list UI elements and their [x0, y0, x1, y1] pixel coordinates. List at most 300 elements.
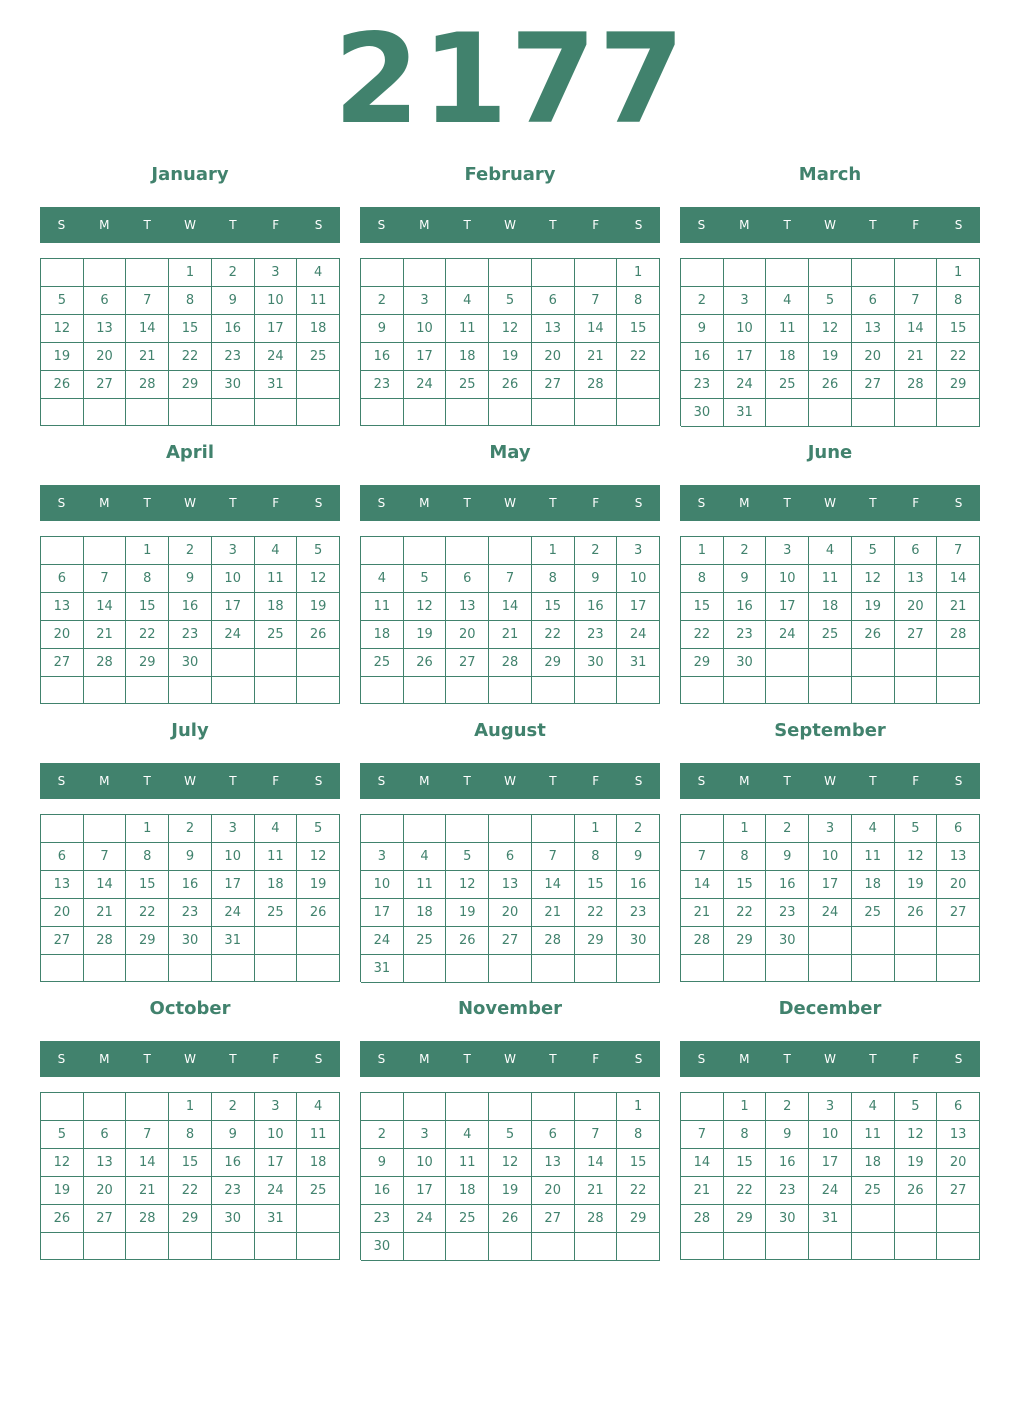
- day-cell[interactable]: 17: [724, 343, 767, 371]
- day-cell[interactable]: 9: [575, 565, 618, 593]
- day-cell[interactable]: [681, 1093, 724, 1121]
- day-cell[interactable]: 21: [575, 343, 618, 371]
- day-cell[interactable]: [126, 1233, 169, 1260]
- day-cell[interactable]: 17: [212, 593, 255, 621]
- day-cell[interactable]: [404, 259, 447, 287]
- day-cell[interactable]: 19: [297, 871, 340, 899]
- day-cell[interactable]: 16: [169, 871, 212, 899]
- day-cell[interactable]: 4: [446, 1121, 489, 1149]
- day-cell[interactable]: 3: [255, 259, 298, 287]
- day-cell[interactable]: 28: [575, 371, 618, 399]
- day-cell[interactable]: [937, 677, 980, 704]
- day-cell[interactable]: [724, 1233, 767, 1260]
- day-cell[interactable]: 12: [895, 843, 938, 871]
- day-cell[interactable]: [766, 649, 809, 677]
- day-cell[interactable]: 27: [84, 1205, 127, 1233]
- day-cell[interactable]: 29: [126, 649, 169, 677]
- day-cell[interactable]: 15: [937, 315, 980, 343]
- day-cell[interactable]: 17: [255, 315, 298, 343]
- day-cell[interactable]: [489, 537, 532, 565]
- day-cell[interactable]: 14: [575, 1149, 618, 1177]
- day-cell[interactable]: 7: [489, 565, 532, 593]
- day-cell[interactable]: 1: [169, 259, 212, 287]
- day-cell[interactable]: [852, 1205, 895, 1233]
- day-cell[interactable]: [724, 955, 767, 982]
- day-cell[interactable]: 22: [169, 343, 212, 371]
- day-cell[interactable]: 18: [446, 343, 489, 371]
- day-cell[interactable]: [809, 927, 852, 955]
- day-cell[interactable]: [255, 399, 298, 426]
- day-cell[interactable]: 18: [297, 1149, 340, 1177]
- day-cell[interactable]: 2: [575, 537, 618, 565]
- day-cell[interactable]: 25: [809, 621, 852, 649]
- day-cell[interactable]: 17: [809, 871, 852, 899]
- day-cell[interactable]: [489, 955, 532, 983]
- day-cell[interactable]: [937, 1205, 980, 1233]
- day-cell[interactable]: 9: [212, 287, 255, 315]
- day-cell[interactable]: [212, 677, 255, 704]
- day-cell[interactable]: 13: [489, 871, 532, 899]
- day-cell[interactable]: [446, 1233, 489, 1261]
- day-cell[interactable]: 10: [361, 871, 404, 899]
- day-cell[interactable]: [809, 649, 852, 677]
- day-cell[interactable]: 18: [809, 593, 852, 621]
- day-cell[interactable]: 8: [126, 565, 169, 593]
- day-cell[interactable]: [617, 677, 660, 704]
- day-cell[interactable]: 5: [852, 537, 895, 565]
- day-cell[interactable]: 17: [766, 593, 809, 621]
- day-cell[interactable]: 19: [809, 343, 852, 371]
- day-cell[interactable]: [41, 399, 84, 426]
- day-cell[interactable]: 6: [532, 287, 575, 315]
- day-cell[interactable]: [532, 677, 575, 704]
- day-cell[interactable]: 22: [681, 621, 724, 649]
- day-cell[interactable]: 5: [297, 815, 340, 843]
- day-cell[interactable]: [895, 927, 938, 955]
- day-cell[interactable]: 19: [446, 899, 489, 927]
- day-cell[interactable]: 28: [681, 927, 724, 955]
- day-cell[interactable]: 5: [41, 287, 84, 315]
- day-cell[interactable]: [852, 927, 895, 955]
- day-cell[interactable]: 20: [84, 1177, 127, 1205]
- day-cell[interactable]: [489, 815, 532, 843]
- day-cell[interactable]: 28: [937, 621, 980, 649]
- day-cell[interactable]: 6: [937, 815, 980, 843]
- day-cell[interactable]: 27: [937, 899, 980, 927]
- day-cell[interactable]: 9: [766, 843, 809, 871]
- day-cell[interactable]: 12: [895, 1121, 938, 1149]
- day-cell[interactable]: 18: [404, 899, 447, 927]
- day-cell[interactable]: 25: [852, 899, 895, 927]
- day-cell[interactable]: 18: [852, 1149, 895, 1177]
- day-cell[interactable]: 1: [681, 537, 724, 565]
- day-cell[interactable]: [852, 1233, 895, 1260]
- day-cell[interactable]: 16: [361, 343, 404, 371]
- day-cell[interactable]: 23: [169, 899, 212, 927]
- day-cell[interactable]: 26: [297, 899, 340, 927]
- day-cell[interactable]: 8: [169, 1121, 212, 1149]
- day-cell[interactable]: [41, 259, 84, 287]
- day-cell[interactable]: 26: [446, 927, 489, 955]
- day-cell[interactable]: 29: [126, 927, 169, 955]
- day-cell[interactable]: 12: [297, 843, 340, 871]
- day-cell[interactable]: [126, 1093, 169, 1121]
- day-cell[interactable]: 3: [766, 537, 809, 565]
- day-cell[interactable]: 12: [404, 593, 447, 621]
- day-cell[interactable]: 29: [724, 927, 767, 955]
- day-cell[interactable]: 24: [809, 1177, 852, 1205]
- day-cell[interactable]: [895, 955, 938, 982]
- day-cell[interactable]: 30: [766, 927, 809, 955]
- day-cell[interactable]: 29: [681, 649, 724, 677]
- day-cell[interactable]: 10: [809, 843, 852, 871]
- day-cell[interactable]: 24: [361, 927, 404, 955]
- day-cell[interactable]: 22: [126, 621, 169, 649]
- day-cell[interactable]: [617, 371, 660, 399]
- day-cell[interactable]: 5: [895, 815, 938, 843]
- day-cell[interactable]: [212, 1233, 255, 1260]
- day-cell[interactable]: [809, 399, 852, 427]
- day-cell[interactable]: 7: [84, 565, 127, 593]
- day-cell[interactable]: 21: [937, 593, 980, 621]
- day-cell[interactable]: 23: [575, 621, 618, 649]
- day-cell[interactable]: [937, 1233, 980, 1260]
- day-cell[interactable]: 16: [724, 593, 767, 621]
- day-cell[interactable]: 14: [895, 315, 938, 343]
- day-cell[interactable]: 4: [361, 565, 404, 593]
- day-cell[interactable]: 11: [809, 565, 852, 593]
- day-cell[interactable]: 23: [724, 621, 767, 649]
- day-cell[interactable]: 15: [169, 315, 212, 343]
- day-cell[interactable]: [255, 1233, 298, 1260]
- day-cell[interactable]: 7: [126, 1121, 169, 1149]
- day-cell[interactable]: 10: [404, 1149, 447, 1177]
- day-cell[interactable]: 19: [489, 343, 532, 371]
- day-cell[interactable]: 30: [212, 1205, 255, 1233]
- day-cell[interactable]: 16: [212, 315, 255, 343]
- day-cell[interactable]: 3: [617, 537, 660, 565]
- day-cell[interactable]: [84, 815, 127, 843]
- day-cell[interactable]: [297, 677, 340, 704]
- day-cell[interactable]: 9: [681, 315, 724, 343]
- day-cell[interactable]: 23: [766, 899, 809, 927]
- day-cell[interactable]: 2: [361, 287, 404, 315]
- day-cell[interactable]: 9: [766, 1121, 809, 1149]
- day-cell[interactable]: 20: [937, 871, 980, 899]
- day-cell[interactable]: 21: [489, 621, 532, 649]
- day-cell[interactable]: [361, 1093, 404, 1121]
- day-cell[interactable]: 4: [809, 537, 852, 565]
- day-cell[interactable]: [169, 677, 212, 704]
- day-cell[interactable]: 26: [489, 371, 532, 399]
- day-cell[interactable]: 13: [41, 871, 84, 899]
- day-cell[interactable]: [681, 815, 724, 843]
- day-cell[interactable]: 10: [724, 315, 767, 343]
- day-cell[interactable]: 15: [724, 871, 767, 899]
- day-cell[interactable]: 2: [766, 1093, 809, 1121]
- day-cell[interactable]: 24: [617, 621, 660, 649]
- day-cell[interactable]: 30: [169, 649, 212, 677]
- day-cell[interactable]: 18: [297, 315, 340, 343]
- day-cell[interactable]: [297, 927, 340, 955]
- day-cell[interactable]: 9: [169, 843, 212, 871]
- day-cell[interactable]: [446, 399, 489, 426]
- day-cell[interactable]: [895, 1205, 938, 1233]
- day-cell[interactable]: 3: [212, 815, 255, 843]
- day-cell[interactable]: 2: [361, 1121, 404, 1149]
- day-cell[interactable]: [852, 399, 895, 427]
- day-cell[interactable]: 9: [361, 1149, 404, 1177]
- day-cell[interactable]: 17: [617, 593, 660, 621]
- day-cell[interactable]: 6: [532, 1121, 575, 1149]
- day-cell[interactable]: 26: [41, 1205, 84, 1233]
- day-cell[interactable]: [532, 1093, 575, 1121]
- day-cell[interactable]: [126, 955, 169, 982]
- day-cell[interactable]: [809, 259, 852, 287]
- day-cell[interactable]: 30: [169, 927, 212, 955]
- day-cell[interactable]: 14: [681, 1149, 724, 1177]
- day-cell[interactable]: 4: [255, 815, 298, 843]
- day-cell[interactable]: 8: [724, 843, 767, 871]
- day-cell[interactable]: 20: [489, 899, 532, 927]
- day-cell[interactable]: 11: [446, 315, 489, 343]
- day-cell[interactable]: 19: [895, 871, 938, 899]
- day-cell[interactable]: 5: [41, 1121, 84, 1149]
- day-cell[interactable]: 16: [681, 343, 724, 371]
- day-cell[interactable]: [297, 1233, 340, 1260]
- day-cell[interactable]: [297, 955, 340, 982]
- day-cell[interactable]: [532, 259, 575, 287]
- day-cell[interactable]: 7: [895, 287, 938, 315]
- day-cell[interactable]: 11: [852, 1121, 895, 1149]
- day-cell[interactable]: 23: [169, 621, 212, 649]
- day-cell[interactable]: 19: [41, 343, 84, 371]
- day-cell[interactable]: 27: [532, 1205, 575, 1233]
- day-cell[interactable]: 9: [617, 843, 660, 871]
- day-cell[interactable]: 3: [404, 1121, 447, 1149]
- day-cell[interactable]: [361, 815, 404, 843]
- day-cell[interactable]: [404, 1093, 447, 1121]
- day-cell[interactable]: 6: [41, 565, 84, 593]
- day-cell[interactable]: 30: [681, 399, 724, 427]
- day-cell[interactable]: [212, 649, 255, 677]
- day-cell[interactable]: 4: [404, 843, 447, 871]
- day-cell[interactable]: [852, 955, 895, 982]
- day-cell[interactable]: 20: [532, 1177, 575, 1205]
- day-cell[interactable]: [84, 1233, 127, 1260]
- day-cell[interactable]: 26: [895, 1177, 938, 1205]
- day-cell[interactable]: 29: [169, 1205, 212, 1233]
- day-cell[interactable]: 14: [575, 315, 618, 343]
- day-cell[interactable]: 15: [126, 593, 169, 621]
- day-cell[interactable]: [766, 259, 809, 287]
- day-cell[interactable]: 1: [126, 815, 169, 843]
- day-cell[interactable]: [937, 955, 980, 982]
- day-cell[interactable]: 30: [361, 1233, 404, 1261]
- day-cell[interactable]: 23: [766, 1177, 809, 1205]
- day-cell[interactable]: 1: [617, 259, 660, 287]
- day-cell[interactable]: 21: [532, 899, 575, 927]
- day-cell[interactable]: 22: [575, 899, 618, 927]
- day-cell[interactable]: 16: [575, 593, 618, 621]
- day-cell[interactable]: 20: [41, 621, 84, 649]
- day-cell[interactable]: [766, 1233, 809, 1260]
- day-cell[interactable]: 28: [126, 1205, 169, 1233]
- day-cell[interactable]: [126, 399, 169, 426]
- day-cell[interactable]: [41, 1233, 84, 1260]
- day-cell[interactable]: 10: [212, 843, 255, 871]
- day-cell[interactable]: 23: [361, 1205, 404, 1233]
- day-cell[interactable]: [446, 259, 489, 287]
- day-cell[interactable]: 27: [852, 371, 895, 399]
- day-cell[interactable]: 4: [297, 1093, 340, 1121]
- day-cell[interactable]: 1: [126, 537, 169, 565]
- day-cell[interactable]: 5: [809, 287, 852, 315]
- day-cell[interactable]: 1: [617, 1093, 660, 1121]
- day-cell[interactable]: 29: [937, 371, 980, 399]
- day-cell[interactable]: [852, 259, 895, 287]
- day-cell[interactable]: [297, 1205, 340, 1233]
- day-cell[interactable]: 9: [361, 315, 404, 343]
- day-cell[interactable]: [361, 677, 404, 704]
- day-cell[interactable]: 12: [852, 565, 895, 593]
- day-cell[interactable]: 2: [681, 287, 724, 315]
- day-cell[interactable]: 7: [575, 1121, 618, 1149]
- day-cell[interactable]: 20: [532, 343, 575, 371]
- day-cell[interactable]: 12: [41, 315, 84, 343]
- day-cell[interactable]: 23: [212, 1177, 255, 1205]
- day-cell[interactable]: 12: [297, 565, 340, 593]
- day-cell[interactable]: [404, 955, 447, 983]
- day-cell[interactable]: [895, 259, 938, 287]
- day-cell[interactable]: 27: [937, 1177, 980, 1205]
- day-cell[interactable]: 2: [169, 537, 212, 565]
- day-cell[interactable]: 22: [617, 343, 660, 371]
- day-cell[interactable]: 31: [809, 1205, 852, 1233]
- day-cell[interactable]: 11: [766, 315, 809, 343]
- day-cell[interactable]: 17: [404, 1177, 447, 1205]
- day-cell[interactable]: 25: [766, 371, 809, 399]
- day-cell[interactable]: 4: [255, 537, 298, 565]
- day-cell[interactable]: [895, 649, 938, 677]
- day-cell[interactable]: 13: [852, 315, 895, 343]
- day-cell[interactable]: [809, 677, 852, 704]
- day-cell[interactable]: [212, 955, 255, 982]
- day-cell[interactable]: 17: [404, 343, 447, 371]
- day-cell[interactable]: [575, 955, 618, 983]
- day-cell[interactable]: [852, 649, 895, 677]
- day-cell[interactable]: 28: [84, 927, 127, 955]
- day-cell[interactable]: 6: [489, 843, 532, 871]
- day-cell[interactable]: 25: [404, 927, 447, 955]
- day-cell[interactable]: 15: [617, 1149, 660, 1177]
- day-cell[interactable]: [575, 1233, 618, 1261]
- day-cell[interactable]: 15: [532, 593, 575, 621]
- day-cell[interactable]: [489, 259, 532, 287]
- day-cell[interactable]: [404, 815, 447, 843]
- day-cell[interactable]: 14: [489, 593, 532, 621]
- day-cell[interactable]: 21: [84, 621, 127, 649]
- day-cell[interactable]: 6: [937, 1093, 980, 1121]
- day-cell[interactable]: 3: [809, 815, 852, 843]
- day-cell[interactable]: [724, 677, 767, 704]
- day-cell[interactable]: 25: [852, 1177, 895, 1205]
- day-cell[interactable]: 1: [532, 537, 575, 565]
- day-cell[interactable]: 19: [489, 1177, 532, 1205]
- day-cell[interactable]: 28: [532, 927, 575, 955]
- day-cell[interactable]: 29: [575, 927, 618, 955]
- day-cell[interactable]: 17: [255, 1149, 298, 1177]
- day-cell[interactable]: 25: [255, 621, 298, 649]
- day-cell[interactable]: 3: [724, 287, 767, 315]
- day-cell[interactable]: 8: [169, 287, 212, 315]
- day-cell[interactable]: 26: [895, 899, 938, 927]
- day-cell[interactable]: 11: [297, 1121, 340, 1149]
- day-cell[interactable]: 27: [84, 371, 127, 399]
- day-cell[interactable]: 25: [255, 899, 298, 927]
- day-cell[interactable]: [212, 399, 255, 426]
- day-cell[interactable]: 7: [575, 287, 618, 315]
- day-cell[interactable]: [404, 1233, 447, 1261]
- day-cell[interactable]: 15: [169, 1149, 212, 1177]
- day-cell[interactable]: 3: [809, 1093, 852, 1121]
- day-cell[interactable]: 7: [937, 537, 980, 565]
- day-cell[interactable]: 14: [532, 871, 575, 899]
- day-cell[interactable]: 8: [126, 843, 169, 871]
- day-cell[interactable]: 24: [212, 621, 255, 649]
- day-cell[interactable]: [681, 955, 724, 982]
- day-cell[interactable]: [446, 1093, 489, 1121]
- day-cell[interactable]: 29: [617, 1205, 660, 1233]
- day-cell[interactable]: 29: [724, 1205, 767, 1233]
- day-cell[interactable]: [681, 259, 724, 287]
- day-cell[interactable]: [84, 399, 127, 426]
- day-cell[interactable]: [255, 649, 298, 677]
- day-cell[interactable]: 26: [852, 621, 895, 649]
- day-cell[interactable]: 25: [297, 1177, 340, 1205]
- day-cell[interactable]: 5: [446, 843, 489, 871]
- day-cell[interactable]: [41, 1093, 84, 1121]
- day-cell[interactable]: 18: [766, 343, 809, 371]
- day-cell[interactable]: 5: [489, 1121, 532, 1149]
- day-cell[interactable]: 10: [809, 1121, 852, 1149]
- day-cell[interactable]: 16: [212, 1149, 255, 1177]
- day-cell[interactable]: [446, 815, 489, 843]
- day-cell[interactable]: 25: [361, 649, 404, 677]
- day-cell[interactable]: [766, 955, 809, 982]
- day-cell[interactable]: [937, 649, 980, 677]
- day-cell[interactable]: 7: [681, 1121, 724, 1149]
- day-cell[interactable]: 31: [255, 371, 298, 399]
- day-cell[interactable]: 8: [575, 843, 618, 871]
- day-cell[interactable]: 20: [852, 343, 895, 371]
- day-cell[interactable]: 24: [766, 621, 809, 649]
- day-cell[interactable]: [575, 677, 618, 704]
- day-cell[interactable]: [532, 815, 575, 843]
- day-cell[interactable]: 23: [681, 371, 724, 399]
- day-cell[interactable]: 3: [255, 1093, 298, 1121]
- day-cell[interactable]: 2: [724, 537, 767, 565]
- day-cell[interactable]: 10: [255, 1121, 298, 1149]
- day-cell[interactable]: [41, 677, 84, 704]
- day-cell[interactable]: 10: [617, 565, 660, 593]
- day-cell[interactable]: 30: [617, 927, 660, 955]
- day-cell[interactable]: 12: [489, 1149, 532, 1177]
- day-cell[interactable]: 24: [809, 899, 852, 927]
- day-cell[interactable]: 28: [895, 371, 938, 399]
- day-cell[interactable]: 13: [84, 315, 127, 343]
- day-cell[interactable]: 28: [84, 649, 127, 677]
